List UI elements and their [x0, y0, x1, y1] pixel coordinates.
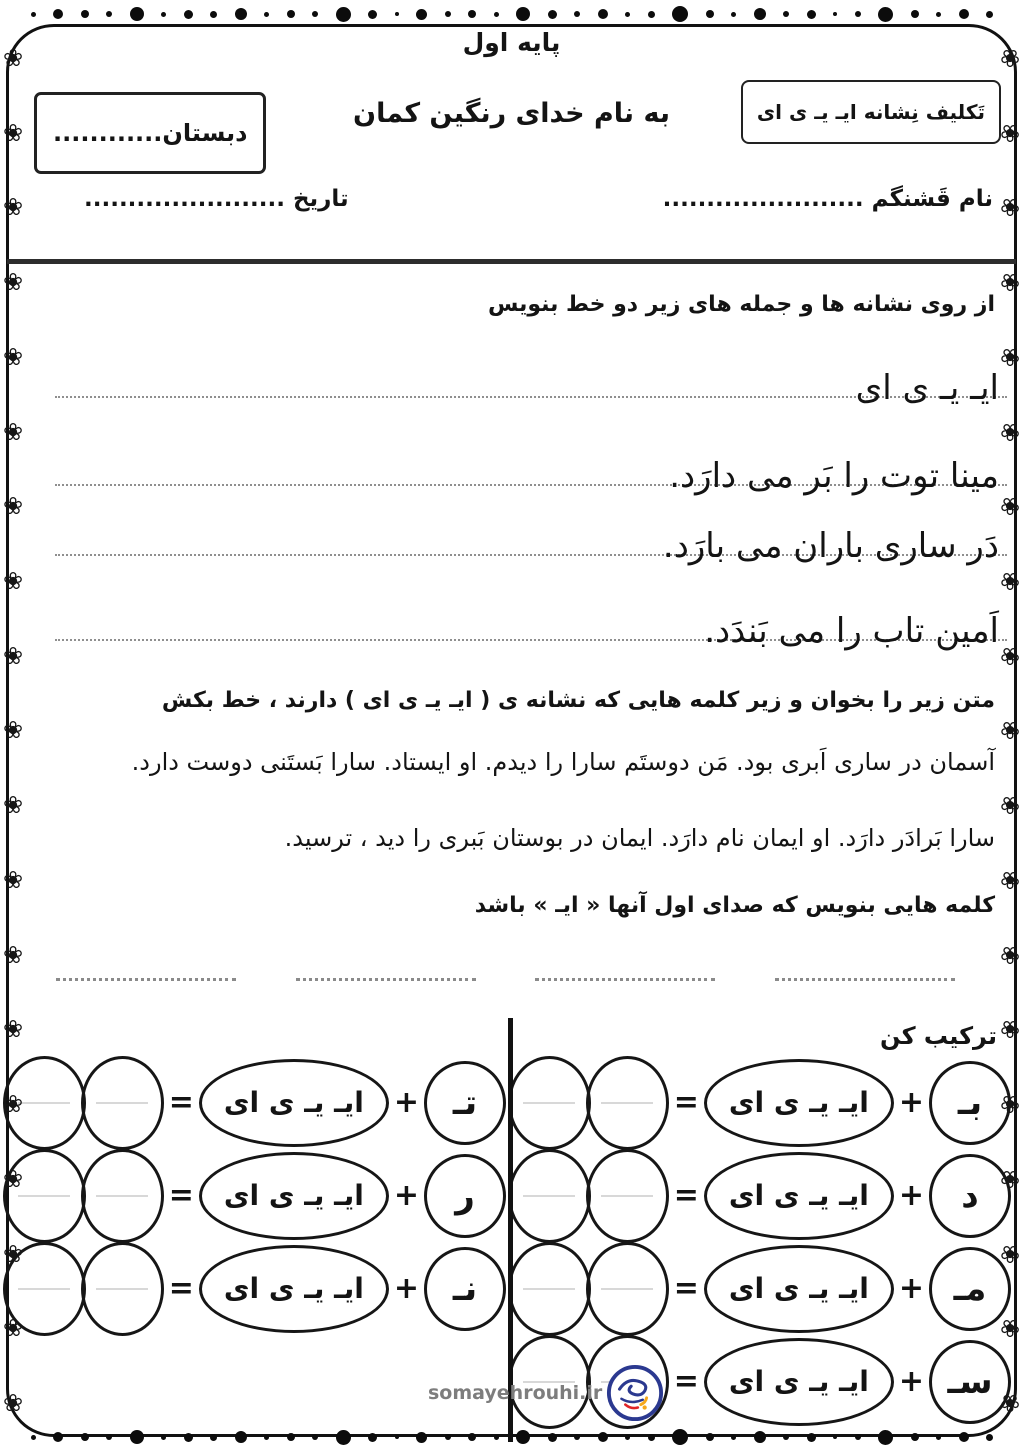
plus-sign: + [393, 1178, 419, 1213]
student-name-blank: نام قَشنگم ....................... [662, 186, 993, 212]
garland-dot [783, 1434, 789, 1440]
flower-icon: ❀ [2, 342, 24, 371]
garland-dot [106, 1434, 112, 1440]
garland-dot [81, 10, 89, 18]
combine-row [513, 1056, 1011, 1149]
garland-dot [754, 1431, 766, 1443]
garland-dot [706, 10, 714, 18]
sign-label: ایـ یـ ی ای [223, 1179, 364, 1212]
flower-icon: ❀ [2, 193, 24, 222]
garland-dot [986, 1434, 993, 1441]
equals-sign: = [168, 1085, 194, 1120]
garland-dot [106, 11, 112, 17]
practice-text-sentence-1: مینا توت را بَر می دارَد. [669, 456, 999, 496]
combine-row [8, 1149, 506, 1242]
garland-dot [783, 11, 789, 17]
garland-dot [161, 1435, 166, 1440]
answer-ellipse [81, 1149, 164, 1243]
flower-icon: ❀ [999, 1314, 1021, 1343]
garland-dot [855, 11, 861, 17]
equals-sign: = [168, 1271, 194, 1306]
answer-guide-line [96, 1102, 148, 1104]
sign-ellipse [704, 1245, 894, 1333]
sign-ellipse [199, 1059, 389, 1147]
words-instruction: کلمه هایی بنویس که صدای اول آنها « ایـ » باشد [474, 893, 995, 918]
garland-dot [336, 1430, 351, 1445]
garland-dot [986, 11, 993, 18]
garland-dot [548, 1433, 557, 1442]
plus-sign: + [898, 1178, 924, 1213]
garland-dot [936, 1435, 941, 1440]
garland-dot [235, 1431, 247, 1443]
watermark [428, 1364, 664, 1422]
header-divider-rule [7, 259, 1016, 264]
sign-label: ایـ یـ ی ای [223, 1086, 364, 1119]
garland-dot [445, 11, 451, 17]
combine-column-left [8, 1056, 506, 1335]
answer-ellipse [81, 1242, 164, 1336]
underline-instruction: متن زیر را بخوان و زیر کلمه هایی که نشانه ی ( ایـ یـ ی ای ) دارند ، خط بکش [161, 688, 995, 713]
garland-dot [672, 1429, 688, 1445]
garland-dot [648, 11, 655, 18]
flower-icon: ❀ [2, 940, 24, 969]
letter-label: بـ [957, 1082, 983, 1123]
answer-ellipse [586, 1056, 669, 1150]
publisher-logo-icon [606, 1364, 664, 1422]
equals-sign: = [673, 1364, 699, 1399]
garland-dot [878, 1430, 893, 1445]
flower-icon: ❀ [2, 865, 24, 894]
sign-label: ایـ یـ ی ای [223, 1272, 364, 1305]
answer-guide-line [96, 1195, 148, 1197]
flower-icon: ❀ [2, 417, 24, 446]
garland-dot [706, 1433, 714, 1441]
word-answer-blank [775, 978, 955, 981]
copy-instruction: از روی نشانه ها و جمله های زیر دو خط بنویس [488, 292, 995, 317]
flower-icon: ❀ [999, 1090, 1021, 1119]
word-answer-blank [296, 978, 476, 981]
garland-dot [911, 10, 919, 18]
answer-ellipse [586, 1149, 669, 1243]
garland-dot [494, 1435, 499, 1440]
garland-dot [312, 11, 318, 17]
garland-dot [264, 1435, 269, 1440]
garland-dot [574, 11, 580, 17]
answer-ellipse [508, 1056, 591, 1150]
flower-icon: ❀ [2, 118, 24, 147]
garland-dot [959, 9, 969, 19]
garland-dot [336, 7, 351, 22]
practice-text-sentence-2: دَر ساری باران می بارَد. [662, 526, 999, 566]
flower-icon: ❀ [2, 492, 24, 521]
garland-dot [936, 12, 941, 17]
answer-guide-line [96, 1288, 148, 1290]
answer-guide-line [523, 1288, 575, 1290]
garland-dot [468, 10, 476, 18]
date-blank: تاریخ ....................... [84, 186, 349, 212]
flower-icon: ❀ [999, 716, 1021, 745]
flower-icon: ❀ [999, 641, 1021, 670]
garland-dot [959, 1432, 969, 1442]
letter-label: سـ [947, 1361, 993, 1402]
garland-dot [395, 1435, 399, 1439]
plus-sign: + [898, 1271, 924, 1306]
combine-row [513, 1149, 1011, 1242]
plus-sign: + [898, 1364, 924, 1399]
garland-dot [731, 12, 736, 17]
flower-icon: ❀ [999, 193, 1021, 222]
equals-sign: = [673, 1178, 699, 1213]
garland-dot [31, 1435, 36, 1440]
garland-dot [516, 7, 530, 21]
garland-dot [368, 10, 377, 19]
garland-dot [368, 1433, 377, 1442]
flower-icon: ❀ [2, 641, 24, 670]
equals-sign: = [673, 1271, 699, 1306]
answer-ellipse [81, 1056, 164, 1150]
flower-icon: ❀ [999, 1239, 1021, 1268]
garland-dot [598, 1432, 608, 1442]
garland-dot [264, 12, 269, 17]
garland-dot [184, 10, 193, 19]
flower-icon: ❀ [2, 1164, 24, 1193]
flower-icon: ❀ [2, 1239, 24, 1268]
garland-dot [754, 8, 766, 20]
garland-dot [235, 8, 247, 20]
garland-dot [395, 12, 399, 16]
sign-ellipse [199, 1152, 389, 1240]
sign-label: ایـ یـ ی ای [728, 1272, 869, 1305]
garland-dot [210, 11, 217, 18]
dot-garland-top [0, 2, 1023, 26]
floral-border-left [0, 46, 30, 1415]
flower-icon: ❀ [2, 716, 24, 745]
flower-icon: ❀ [999, 791, 1021, 820]
combine-title: ترکیب کن [879, 1022, 997, 1050]
plus-sign: + [393, 1085, 419, 1120]
garland-dot [574, 1434, 580, 1440]
dot-garland-bottom [0, 1426, 1023, 1448]
letter-label: نـ [452, 1268, 478, 1309]
writing-line [55, 488, 1007, 566]
answer-guide-line [601, 1102, 653, 1104]
task-title-box: تَکلیف نِشانه ایـ یـ ی ای [741, 80, 1001, 144]
flower-icon: ❀ [999, 1388, 1021, 1417]
writing-line [55, 330, 1007, 408]
writing-line [55, 418, 1007, 496]
flower-icon: ❀ [999, 865, 1021, 894]
combine-row [8, 1242, 506, 1335]
sign-label: ایـ یـ ی ای [728, 1179, 869, 1212]
combine-row [8, 1056, 506, 1149]
garland-dot [625, 1435, 630, 1440]
sign-ellipse [199, 1245, 389, 1333]
garland-dot [53, 9, 63, 19]
flower-icon: ❀ [999, 1015, 1021, 1044]
flower-icon: ❀ [999, 44, 1021, 72]
garland-dot [130, 7, 144, 21]
flower-icon: ❀ [2, 791, 24, 820]
garland-dot [210, 1434, 217, 1441]
reading-text-line-2: سارا بَرادَر دارَد. او ایمان نام دارَد. ایمان در بوستان بَبری را دید ، ترسید. [284, 824, 995, 852]
garland-dot [833, 1435, 837, 1439]
answer-ellipse [586, 1242, 669, 1336]
flower-icon: ❀ [2, 268, 24, 297]
garland-dot [878, 7, 893, 22]
sign-label: ایـ یـ ی ای [728, 1365, 869, 1398]
word-answer-blank [56, 978, 236, 981]
word-answer-blank [535, 978, 715, 981]
answer-guide-line [601, 1288, 653, 1290]
flower-icon: ❀ [2, 1090, 24, 1119]
writing-line [55, 573, 1007, 651]
word-blanks-row [56, 978, 955, 981]
garland-dot [516, 1430, 530, 1444]
flower-icon: ❀ [999, 567, 1021, 596]
school-name-box: دبستان............ [34, 92, 266, 174]
sign-ellipse [704, 1059, 894, 1147]
watermark-text: somayehrouhi.ir [428, 1382, 603, 1404]
garland-dot [416, 1432, 427, 1443]
answer-guide-line [523, 1195, 575, 1197]
flower-icon: ❀ [2, 1015, 24, 1044]
garland-dot [548, 10, 557, 19]
letter-label: د [961, 1175, 979, 1216]
garland-dot [648, 1434, 655, 1441]
garland-dot [855, 1434, 861, 1440]
garland-dot [911, 1433, 919, 1441]
letter-label: مـ [953, 1268, 987, 1309]
flower-icon: ❀ [2, 44, 24, 72]
garland-dot [598, 9, 608, 19]
practice-text-sign: ایـ یـ ی ای [855, 368, 999, 408]
garland-dot [81, 1433, 89, 1441]
letter-label: ر [455, 1175, 475, 1216]
flower-icon: ❀ [999, 268, 1021, 297]
flower-icon: ❀ [999, 417, 1021, 446]
garland-dot [53, 1432, 63, 1442]
garland-dot [161, 12, 166, 17]
garland-dot [807, 1433, 816, 1442]
sign-ellipse [704, 1338, 894, 1426]
garland-dot [31, 12, 36, 17]
equals-sign: = [673, 1085, 699, 1120]
flower-icon: ❀ [999, 940, 1021, 969]
answer-ellipse [508, 1242, 591, 1336]
answer-guide-line [601, 1195, 653, 1197]
garland-dot [625, 12, 630, 17]
answer-guide-line [523, 1102, 575, 1104]
flower-icon: ❀ [999, 342, 1021, 371]
garland-dot [807, 10, 816, 19]
equals-sign: = [168, 1178, 194, 1213]
garland-dot [130, 1430, 144, 1444]
garland-dot [445, 1434, 451, 1440]
floral-border-right [993, 46, 1023, 1415]
garland-dot [731, 1435, 736, 1440]
grade-title: پایه اول [462, 28, 561, 57]
flower-icon: ❀ [2, 1314, 24, 1343]
flower-icon: ❀ [999, 492, 1021, 521]
garland-dot [672, 6, 688, 22]
bismillah-title: به نام خدای رنگین کمان [353, 98, 670, 129]
practice-text-sentence-3: اَمین تاب را می بَندَد. [704, 611, 999, 651]
reading-text-line-1: آسمان در ساری اَبری بود. مَن دوستَم سارا را دیدم. او ایستاد. سارا بَستَنی دوست دارد. [131, 748, 995, 776]
combine-row [513, 1242, 1011, 1335]
garland-dot [416, 9, 427, 20]
garland-dot [494, 12, 499, 17]
flower-icon: ❀ [2, 567, 24, 596]
letter-circle [424, 1154, 506, 1238]
garland-dot [287, 1433, 295, 1441]
flower-icon: ❀ [2, 1388, 24, 1417]
sign-ellipse [704, 1152, 894, 1240]
garland-dot [833, 12, 837, 16]
plus-sign: + [393, 1271, 419, 1306]
plus-sign: + [898, 1085, 924, 1120]
flower-icon: ❀ [999, 118, 1021, 147]
garland-dot [312, 1434, 318, 1440]
letter-circle [424, 1061, 506, 1145]
answer-ellipse [508, 1149, 591, 1243]
garland-dot [287, 10, 295, 18]
letter-label: تـ [452, 1082, 478, 1123]
garland-dot [468, 1433, 476, 1441]
flower-icon: ❀ [999, 1164, 1021, 1193]
letter-circle [424, 1247, 506, 1331]
garland-dot [184, 1433, 193, 1442]
sign-label: ایـ یـ ی ای [728, 1086, 869, 1119]
